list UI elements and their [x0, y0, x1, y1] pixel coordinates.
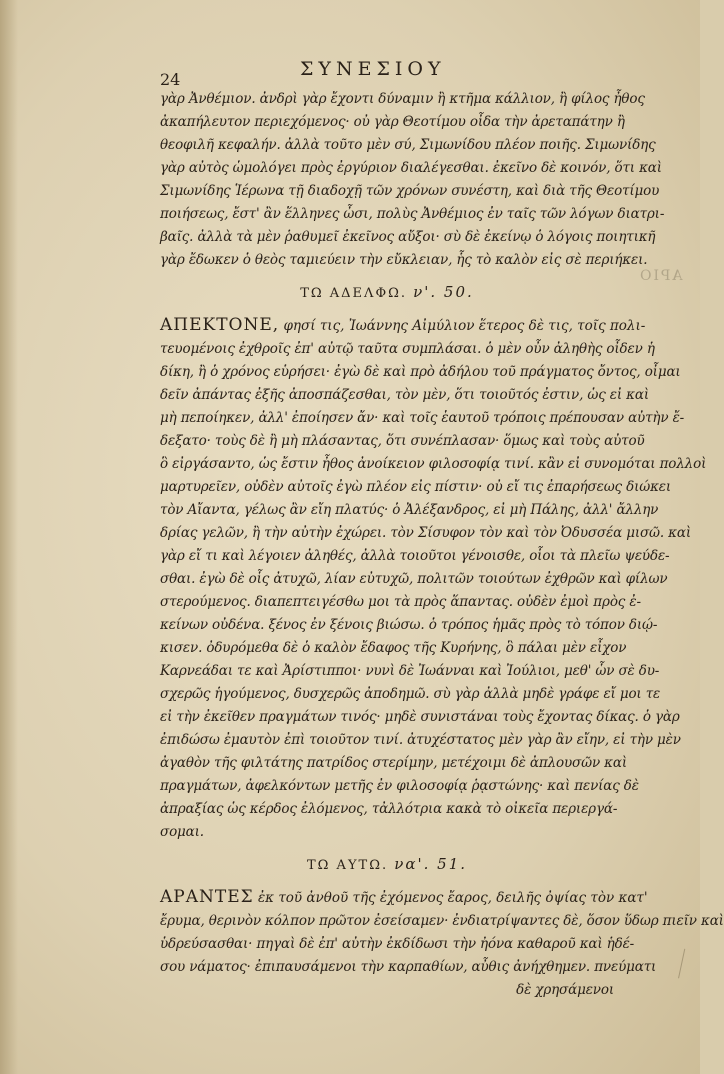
text-line: γὰρ εἴ τι καὶ λέγοιεν ἀληθές, ἀλλὰ τοιοῦτοι γένοισθε, οἷοι τὰ πλεῖω ψεύδε-: [160, 548, 670, 564]
text-line: ποιήσεως, ἔστ' ἂν ἕλληνες ὦσι, πολὺς Ἀνθέμιος ἐν ταῖς τῶν λόγων διατρι-: [160, 206, 665, 222]
text-line: κείνων οὐδένα. ξένος ἐν ξένοις βιώσω. ὁ τρόπος ἡμᾶς πρὸς τὸ τόπον διῴ-: [160, 617, 658, 633]
show-through-text: ΑΡΙΟ: [638, 268, 683, 284]
text-line: κισεν. ὀδυρόμεθα δὲ ὁ καλὸν ἔδαφος τῆς Κυρήνης, ὃ πάλαι μὲν εἶχον: [160, 640, 627, 656]
continuation-text: [160, 88, 665, 272]
page-number: 24: [160, 70, 181, 89]
text-line: σθαι. ἐγὼ δὲ οἷς ἀτυχῶ, λίαν εὐτυχῶ, πολιτῶν τοιούτων ἐχθρῶν καὶ φίλων: [160, 571, 668, 587]
letter-number: ν'. 50.: [413, 283, 474, 301]
letter-opening-line: [160, 884, 648, 910]
text-line: εἰ τὴν ἐκεῖθεν πραγμάτων τινός· μηδὲ συνιστάναι τοὺς ἔχοντας δίκας. ὁ γὰρ: [160, 709, 680, 725]
letter-heading: [160, 272, 614, 312]
text-line: γὰρ Ἀνθέμιον. ἀνδρὶ γὰρ ἔχοντι δύναμιν ἢ κτῆμα κάλλιον, ἢ φίλος ἦθος: [160, 91, 645, 107]
text-line: ἔρυμα, θερινὸν κόλπον πρῶτον ἐσείσαμεν· ἐνδιατρίψαντες δὲ, ὅσον ὕδωρ πιεῖν καὶ: [160, 913, 724, 929]
letter-51: [160, 844, 724, 1002]
text-line: ὃ εἰργάσαντο, ὡς ἔστιν ἦθος ἀνοίκειον φιλοσοφίᾳ τινί. κἂν εἰ συνομόται πολλοὶ: [160, 456, 707, 472]
text-line: γὰρ ἔδωκεν ὁ θεὸς ταμιεύειν τὴν εὔκλειαν, ἧς τὸ καλὸν εἰς σὲ περιήκει.: [160, 252, 648, 268]
page-fold-mark: [678, 949, 699, 981]
text-line: τὸν Αἴαντα, γέλως ἂν εἴη πλατύς· ὁ Ἀλέξανδρος, εἰ μὴ Πάλης, ἀλλ' ἄλλην: [160, 502, 659, 518]
running-title: ΣΥΝΕΣΙΟΥ: [300, 58, 446, 80]
text-line: τευομένοις ἐχθροῖς ἐπ' αὐτῷ ταῦτα συμπλάσαι. ὁ μὲν οὖν ἀληθὴς οἶδεν ἡ: [160, 341, 655, 357]
text-line: σου νάματος· ἐπιπαυσάμενοι τὴν καρπαθίων, αὖθις ἀνήχθημεν. πνεύματι: [160, 959, 657, 975]
text-line: Καρνεάδαι τε καὶ Ἀρίστιπποι· νυνὶ δὲ Ἰωάνναι καὶ Ἰούλιοι, μεθ' ὧν σὲ δυ-: [160, 663, 660, 679]
text-line: μαρτυρεῖεν, οὐδὲν αὐτοῖς ἐγὼ πλέον εἰς πίστιν· οὐ εἴ τις ἐπαρήσεως διώκει: [160, 479, 672, 495]
text-line: δρίας γελῶν, ἢ τὴν αὐτὴν ἐχώρει. τὸν Σίσυφον τὸν καὶ τὸν Ὀδυσσέα μισῶ. καὶ: [160, 525, 691, 541]
text-line: ὑδρεύσασθαι· πηγαὶ δὲ ἐπ' αὐτὴν ἐκδίδωσι τὴν ἠόνα καθαροῦ καὶ ἡδέ-: [160, 936, 635, 952]
text-line: θεοφιλῆ κεφαλήν. ἀλλὰ τοῦτο μὲν σύ, Σιμωνίδου πλέον ποιῆς. Σιμωνίδης: [160, 137, 656, 153]
page-header: [160, 58, 630, 89]
text-line: ἀπραξίας ὡς κέρδος ἐλόμενος, τἀλλότρια κακὰ τὸ οἰκεῖα περιεργά-: [160, 801, 618, 817]
text-line: δίκη, ἢ ὁ χρόνος εὑρήσει· ἐγὼ δὲ καὶ πρὸ ἀδήλου τοῦ πράγματος ὄντος, οἶμαι: [160, 364, 681, 380]
text-line: ἐκ τοῦ ἀνθοῦ τῆς ἐχόμενος ἔαρος, δειλῆς ὀψίας τὸν κατ': [257, 890, 648, 906]
letter-heading: [160, 844, 614, 884]
text-line: δεῖν ἀπάντας ἐξῆς ἀποσπάζεσθαι, τὸν μὲν, ὅτι τοιοῦτός ἐστιν, ὡς εἰ καὶ: [160, 387, 649, 403]
text-line: ἐπιδώσω ἐμαυτὸν ἐπὶ τοιοῦτον τινί. ἀτυχέστατος μὲν γὰρ ἂν εἴην, εἰ τὴν μὲν: [160, 732, 681, 748]
text-line: Σιμωνίδης Ἱέρωνα τῇ διαδοχῇ τῶν χρόνων συνέστη, καὶ διὰ τῆς Θεοτίμου: [160, 183, 660, 199]
letter-recipient: ΤΩ ΑΔΕΛΦΩ.: [300, 286, 408, 301]
text-line: ἀγαθὸν τῆς φιλτάτης πατρίδος στερίμην, μετέχοιμι δὲ ἀπλουσῶν καὶ: [160, 755, 627, 771]
letter-opening-line: [160, 312, 646, 338]
text-line: πραγμάτων, ἀφελκόντων μετῆς ἐν φιλοσοφίᾳ ῥᾳστώνης· καὶ πενίας δὲ: [160, 778, 639, 794]
text-line: ἀκαπήλευτον περιεχόμενος· οὐ γὰρ Θεοτίμου οἶδα τὴν ἀρεταπάτην ἢ: [160, 114, 625, 130]
opening-word: ΑΡΑΝΤΕΣ: [160, 887, 254, 907]
letter-number: να'. 51.: [394, 855, 468, 873]
text-line: σχερῶς ἡγούμενος, δυσχερῶς ἀποδημῶ. σὺ γὰρ ἀλλὰ μηδὲ γράφε εἴ μοι τε: [160, 686, 661, 702]
opening-word: ΑΠΕΚΤΟΝΕ,: [160, 315, 280, 335]
text-line: δὲ χρησάμενοι: [516, 982, 614, 998]
text-line: βαῖς. ἀλλὰ τὰ μὲν ῥαθυμεῖ ἐκεῖνος αὔξοι· σὺ δὲ ἐκείνῳ ὁ λόγοις ποιητικῆ: [160, 229, 656, 245]
text-line: φησί τις, Ἰωάννης Αἰμύλιον ἕτερος δὲ τις, τοῖς πολι-: [283, 318, 646, 334]
text-line: γὰρ αὐτὸς ὡμολόγει πρὸς ἐργύριον διαλέγεσθαι. ἐκεῖνο δὲ κοινόν, ὅτι καὶ: [160, 160, 662, 176]
text-line: σομαι.: [160, 824, 204, 840]
text-line: στερούμενος. διαπεπτειγέσθω μοι τὰ πρὸς ἅπαντας. οὐδὲν ἐμοὶ πρὸς ἐ-: [160, 594, 641, 610]
page-gutter-shadow: [0, 0, 18, 1074]
letter-recipient: ΤΩ ΑΥΤΩ.: [306, 858, 389, 873]
text-line: μὴ πεποίηκεν, ἀλλ' ἐποίησεν ἄν· καὶ τοῖς ἑαυτοῦ τρόποις πρέπουσαν αὐτὴν ἔ-: [160, 410, 685, 426]
text-line: δεξατο· τοὺς δὲ ἢ μὴ πλάσαντας, ὅτι συνέπλασαν· ὅμως καὶ τοὺς αὐτοῦ: [160, 433, 645, 449]
